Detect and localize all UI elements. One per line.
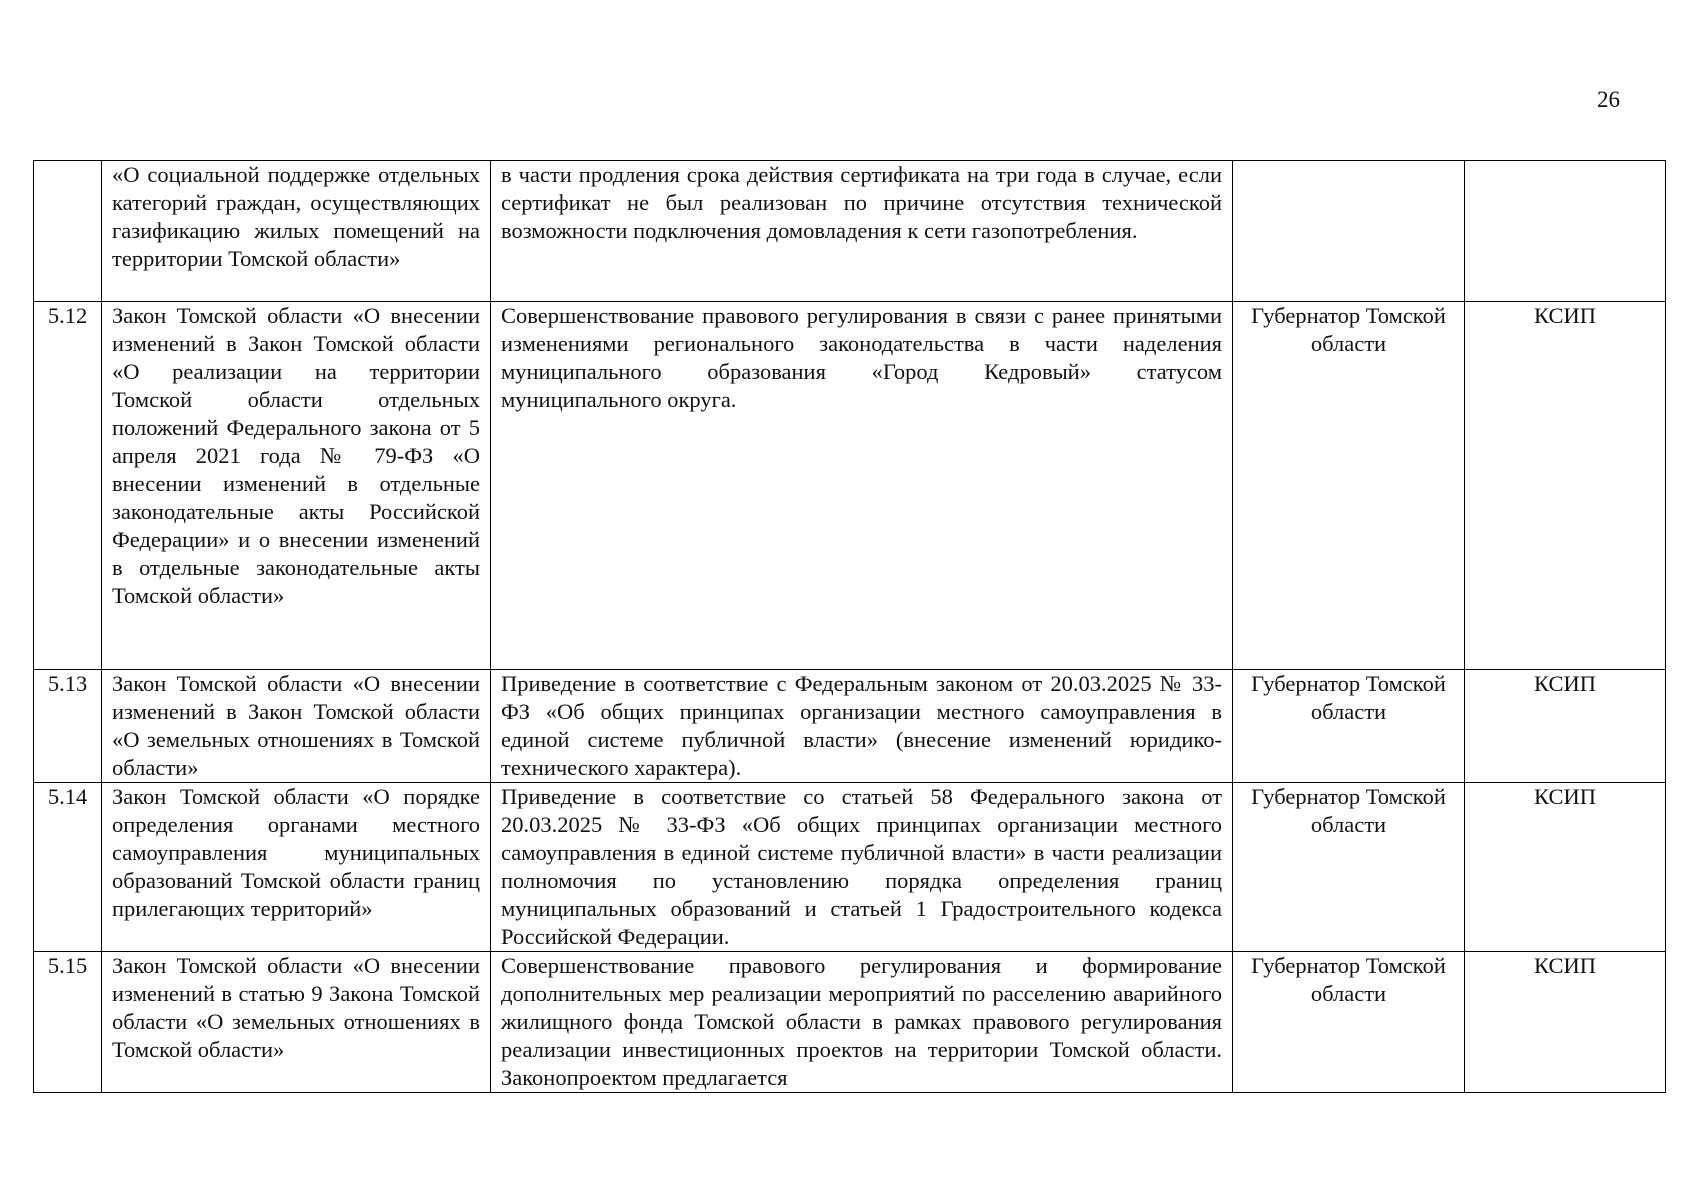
- committee-cell: [1465, 161, 1666, 302]
- law-title: Закон Томской области «О порядке определения органами местного самоуправления муниципальных образований Томской области границ прилегающих территорий»: [112, 784, 480, 921]
- table-row: [34, 161, 1666, 302]
- table-row: [34, 783, 1666, 952]
- description: в части продления срока действия сертификата на три года в случае, если сертификат не был реализован по причине отсутствия технической возможности подключения домовладения к сети газопотребления.: [501, 162, 1222, 243]
- description-cell: [491, 302, 1233, 670]
- description: Совершенствование правового регулирования в связи с ранее принятыми изменениями регионального законодательства в части наделения муниципального образования «Город Кедровый» статусом муниципального округа.: [501, 303, 1222, 412]
- table-row: [34, 670, 1666, 783]
- description-cell: [491, 952, 1233, 1093]
- law-title: «О социальной поддержке отдельных категорий граждан, осуществляющих газификацию жилых помещений на территории Томской области»: [112, 162, 480, 271]
- row-number-cell: [34, 783, 102, 952]
- row-number-cell: [34, 952, 102, 1093]
- committee: КСИП: [1534, 303, 1596, 328]
- committee: КСИП: [1534, 671, 1596, 696]
- table-row: [34, 952, 1666, 1093]
- responsible-cell: [1233, 783, 1465, 952]
- committee: КСИП: [1534, 784, 1596, 809]
- law-title-cell: [102, 952, 491, 1093]
- description-cell: [491, 161, 1233, 302]
- description-cell: [491, 783, 1233, 952]
- law-title-cell: [102, 302, 491, 670]
- law-title: Закон Томской области «О внесении изменений в статью 9 Закона Томской области «О земельных отношениях в Томской области»: [112, 953, 480, 1062]
- description-cell: [491, 670, 1233, 783]
- responsible: Губернатор Томской области: [1251, 953, 1446, 1006]
- responsible-cell: [1233, 952, 1465, 1093]
- legislative-plan-table: [33, 160, 1666, 1093]
- description: Приведение в соответствие со статьей 58 Федерального закона от 20.03.2025 № 33-ФЗ «Об общих принципах организации местного самоуправления в единой системе публичной власти» в части реализации полномочия по установлению порядка определения границ муниципальных образований и статьей 1 Градостроительного кодекса Российской Федерации.: [501, 784, 1222, 949]
- row-number: 5.15: [47, 953, 88, 978]
- description: Приведение в соответствие с Федеральным законом от 20.03.2025 № 33-ФЗ «Об общих принципах организации местного самоуправления в единой системе публичной власти» (внесение изменений юридико-технического характера).: [501, 671, 1222, 780]
- law-title-cell: [102, 783, 491, 952]
- committee-cell: [1465, 952, 1666, 1093]
- committee-cell: [1465, 783, 1666, 952]
- committee: КСИП: [1534, 953, 1596, 978]
- law-title: Закон Томской области «О внесении изменений в Закон Томской области «О реализации на территории Томской области отдельных положений Федерального закона от 5 апреля 2021 года № 79-ФЗ «О внесении изменений в отдельные законодательные акты Российской Федерации» и о внесении изменений в отдельные законодательные акты Томской области»: [112, 303, 480, 608]
- row-number: 5.14: [47, 784, 88, 809]
- table-row: [34, 302, 1666, 670]
- description: Совершенствование правового регулирования и формирование дополнительных мер реализации мероприятий по расселению аварийного жилищного фонда Томской области в рамках правового регулирования реализации инвестиционных проектов на территории Томской области. Законопроектом предлагается: [501, 953, 1222, 1090]
- responsible-cell: [1233, 670, 1465, 783]
- committee-cell: [1465, 302, 1666, 670]
- page-number: 26: [1597, 87, 1620, 112]
- responsible: Губернатор Томской области: [1251, 671, 1446, 724]
- law-title-cell: [102, 161, 491, 302]
- row-number-cell: [34, 161, 102, 302]
- row-number: 5.12: [47, 303, 88, 328]
- law-title: Закон Томской области «О внесении изменений в Закон Томской области «О земельных отношениях в Томской области»: [112, 671, 480, 780]
- committee-cell: [1465, 670, 1666, 783]
- row-number-cell: [34, 670, 102, 783]
- row-number-cell: [34, 302, 102, 670]
- row-number: 5.13: [47, 671, 88, 696]
- responsible-cell: [1233, 302, 1465, 670]
- law-title-cell: [102, 670, 491, 783]
- responsible-cell: [1233, 161, 1465, 302]
- responsible: Губернатор Томской области: [1251, 784, 1446, 837]
- responsible: Губернатор Томской области: [1251, 303, 1446, 356]
